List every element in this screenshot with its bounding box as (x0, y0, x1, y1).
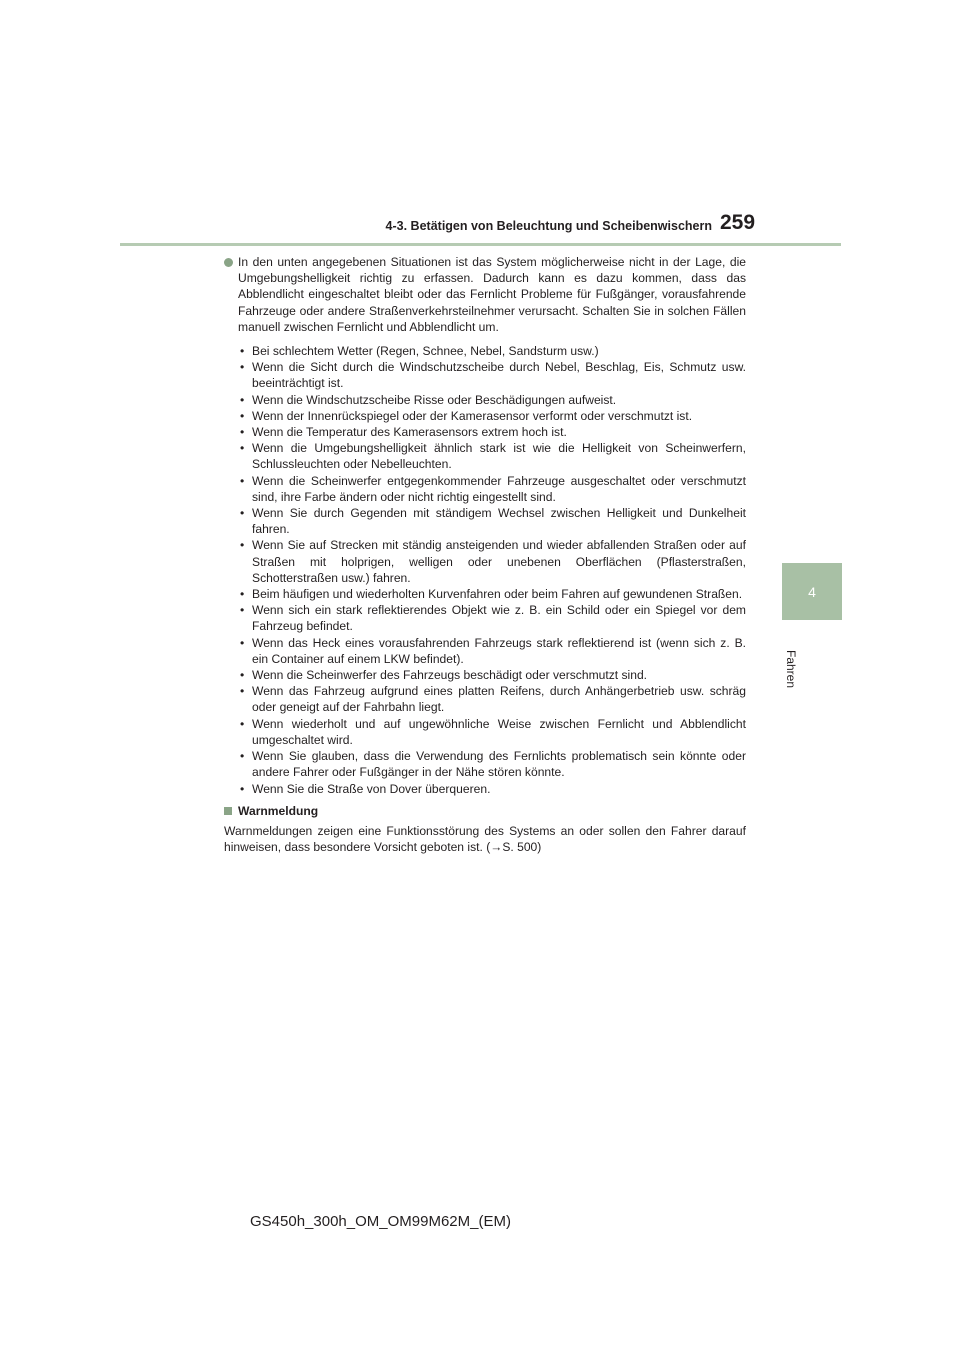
bullet-icon: • (240, 408, 245, 423)
list-item (238, 683, 746, 715)
list-item-text: Wenn der Innenrückspiegel oder der Kamerasensor verformt oder verschmutzt ist. (252, 408, 693, 423)
list-item-text: Wenn Sie glauben, dass die Verwendung des Fernlichts problematisch sein könnte oder andere Fahrer oder Fußgänger in der Nähe stören könnte. (252, 749, 746, 780)
list-item (238, 408, 746, 424)
document-code: GS450h_300h_OM_OM99M62M_(EM) (250, 1213, 511, 1230)
list-item-text: Wenn Sie durch Gegenden mit ständigem Wechsel zwischen Helligkeit und Dunkelheit fahren. (252, 506, 746, 537)
bullet-icon: • (240, 344, 245, 359)
section-title: 4-3. Betätigen von Beleuchtung und Scheibenwischern (385, 219, 712, 233)
list-item-text: Wenn Sie die Straße von Dover überqueren. (252, 781, 491, 796)
list-item-text: Wenn die Scheinwerfer entgegenkommender Fahrzeuge ausgeschaltet oder verschmutzt sind, ihre Farbe ändern oder nicht richtig eingestellt sind. (252, 473, 746, 504)
list-item (238, 505, 746, 537)
list-item-text: Wenn sich ein stark reflektierendes Objekt wie z. B. ein Schild oder ein Spiegel vor dem Fahrzeug befindet. (252, 603, 746, 634)
bullet-icon: • (240, 684, 245, 699)
list-item-text: Wenn die Temperatur des Kamerasensors extrem hoch ist. (252, 425, 567, 440)
page-number: 259 (720, 211, 756, 234)
list-item-text: Wenn die Sicht durch die Windschutzscheibe durch Nebel, Beschlag, Eis, Schmutz usw. beeinträchtigt ist. (252, 360, 746, 391)
list-item (238, 635, 746, 667)
chapter-label: Fahren (784, 650, 798, 689)
list-item (238, 424, 746, 440)
list-item (238, 537, 746, 586)
bullet-icon: • (240, 360, 245, 375)
bullet-icon: • (240, 668, 245, 683)
intro-paragraph (224, 254, 746, 335)
bullet-icon: • (240, 587, 245, 602)
list-item (238, 748, 746, 780)
bullet-icon: • (240, 749, 245, 764)
list-item-text: Wenn Sie auf Strecken mit ständig ansteigenden und wieder abfallenden Straßen oder auf Straßen mit holprigen, welligen oder unebenen Oberflächen (Pflasterstraßen, Schotterstraßen usw.) fahren. (252, 538, 746, 585)
bullet-icon: • (240, 603, 245, 618)
bullet-icon: • (240, 425, 245, 440)
list-item-text: Wenn die Umgebungshelligkeit ähnlich stark ist wie die Helligkeit von Scheinwerfern, Schlussleuchten oder Nebelleuchten. (252, 441, 746, 472)
list-item-text: Wenn die Windschutzscheibe Risse oder Beschädigungen aufweist. (252, 392, 617, 407)
list-item (238, 440, 746, 472)
list-item (238, 473, 746, 505)
list-item-text: Wenn das Fahrzeug aufgrund eines platten Reifens, durch Anhängerbetrieb usw. schräg oder geneigt auf der Fahrbahn liegt. (252, 684, 746, 715)
list-item (238, 781, 746, 797)
circle-bullet-icon (224, 258, 233, 267)
chapter-number: 4 (808, 583, 816, 600)
main-content (224, 254, 746, 855)
list-item (238, 359, 746, 391)
list-item-text: Beim häufigen und wiederholten Kurvenfahren oder beim Fahren auf gewundenen Straßen. (252, 587, 743, 602)
bullet-icon: • (240, 635, 245, 650)
bullet-icon: • (240, 441, 245, 456)
situation-list (238, 343, 746, 797)
list-item-text: Wenn wiederholt und auf ungewöhnliche Weise zwischen Fernlicht und Abblendlicht umgeschaltet wird. (252, 716, 746, 747)
bullet-icon: • (240, 473, 245, 488)
bullet-icon: • (240, 538, 245, 553)
list-item (238, 667, 746, 683)
list-item (238, 343, 746, 359)
list-item-text: Bei schlechtem Wetter (Regen, Schnee, Nebel, Sandsturm usw.) (252, 344, 599, 359)
header-divider (120, 243, 841, 246)
bullet-icon: • (240, 716, 245, 731)
bullet-icon: • (240, 781, 245, 796)
list-item-text: Wenn die Scheinwerfer des Fahrzeugs beschädigt oder verschmutzt sind. (252, 668, 648, 683)
list-item (238, 716, 746, 748)
warning-heading (224, 803, 746, 819)
warning-heading-text: Warnmeldung (238, 803, 319, 818)
chapter-tab (782, 563, 842, 620)
list-item (238, 392, 746, 408)
bullet-icon: • (240, 506, 245, 521)
list-item (238, 602, 746, 634)
bullet-icon: • (240, 392, 245, 407)
square-bullet-icon (224, 807, 232, 815)
warning-text: Warnmeldungen zeigen eine Funktionsstörung des Systems an oder sollen den Fahrer darauf hinweisen, dass besondere Vorsicht geboten ist. (→S. 500) (224, 823, 746, 855)
list-item (238, 586, 746, 602)
intro-text: In den unten angegebenen Situationen ist das System möglicherweise nicht in der Lage, die Umgebungshelligkeit richtig zu erfassen. Dadurch kann es dazu kommen, dass das Abblendlicht eingeschaltet bleibt oder das Fernlicht Probleme für Fußgänger, vorausfahrende Fahrzeuge oder andere Straßenverkehrsteilnehmer verursacht. Schalten Sie in solchen Fällen manuell zwischen Fernlicht und Abblendlicht um. (238, 255, 746, 334)
list-item-text: Wenn das Heck eines vorausfahrenden Fahrzeugs stark reflektierend ist (wenn sich z. B. ein Container auf einem LKW befindet). (252, 635, 746, 666)
